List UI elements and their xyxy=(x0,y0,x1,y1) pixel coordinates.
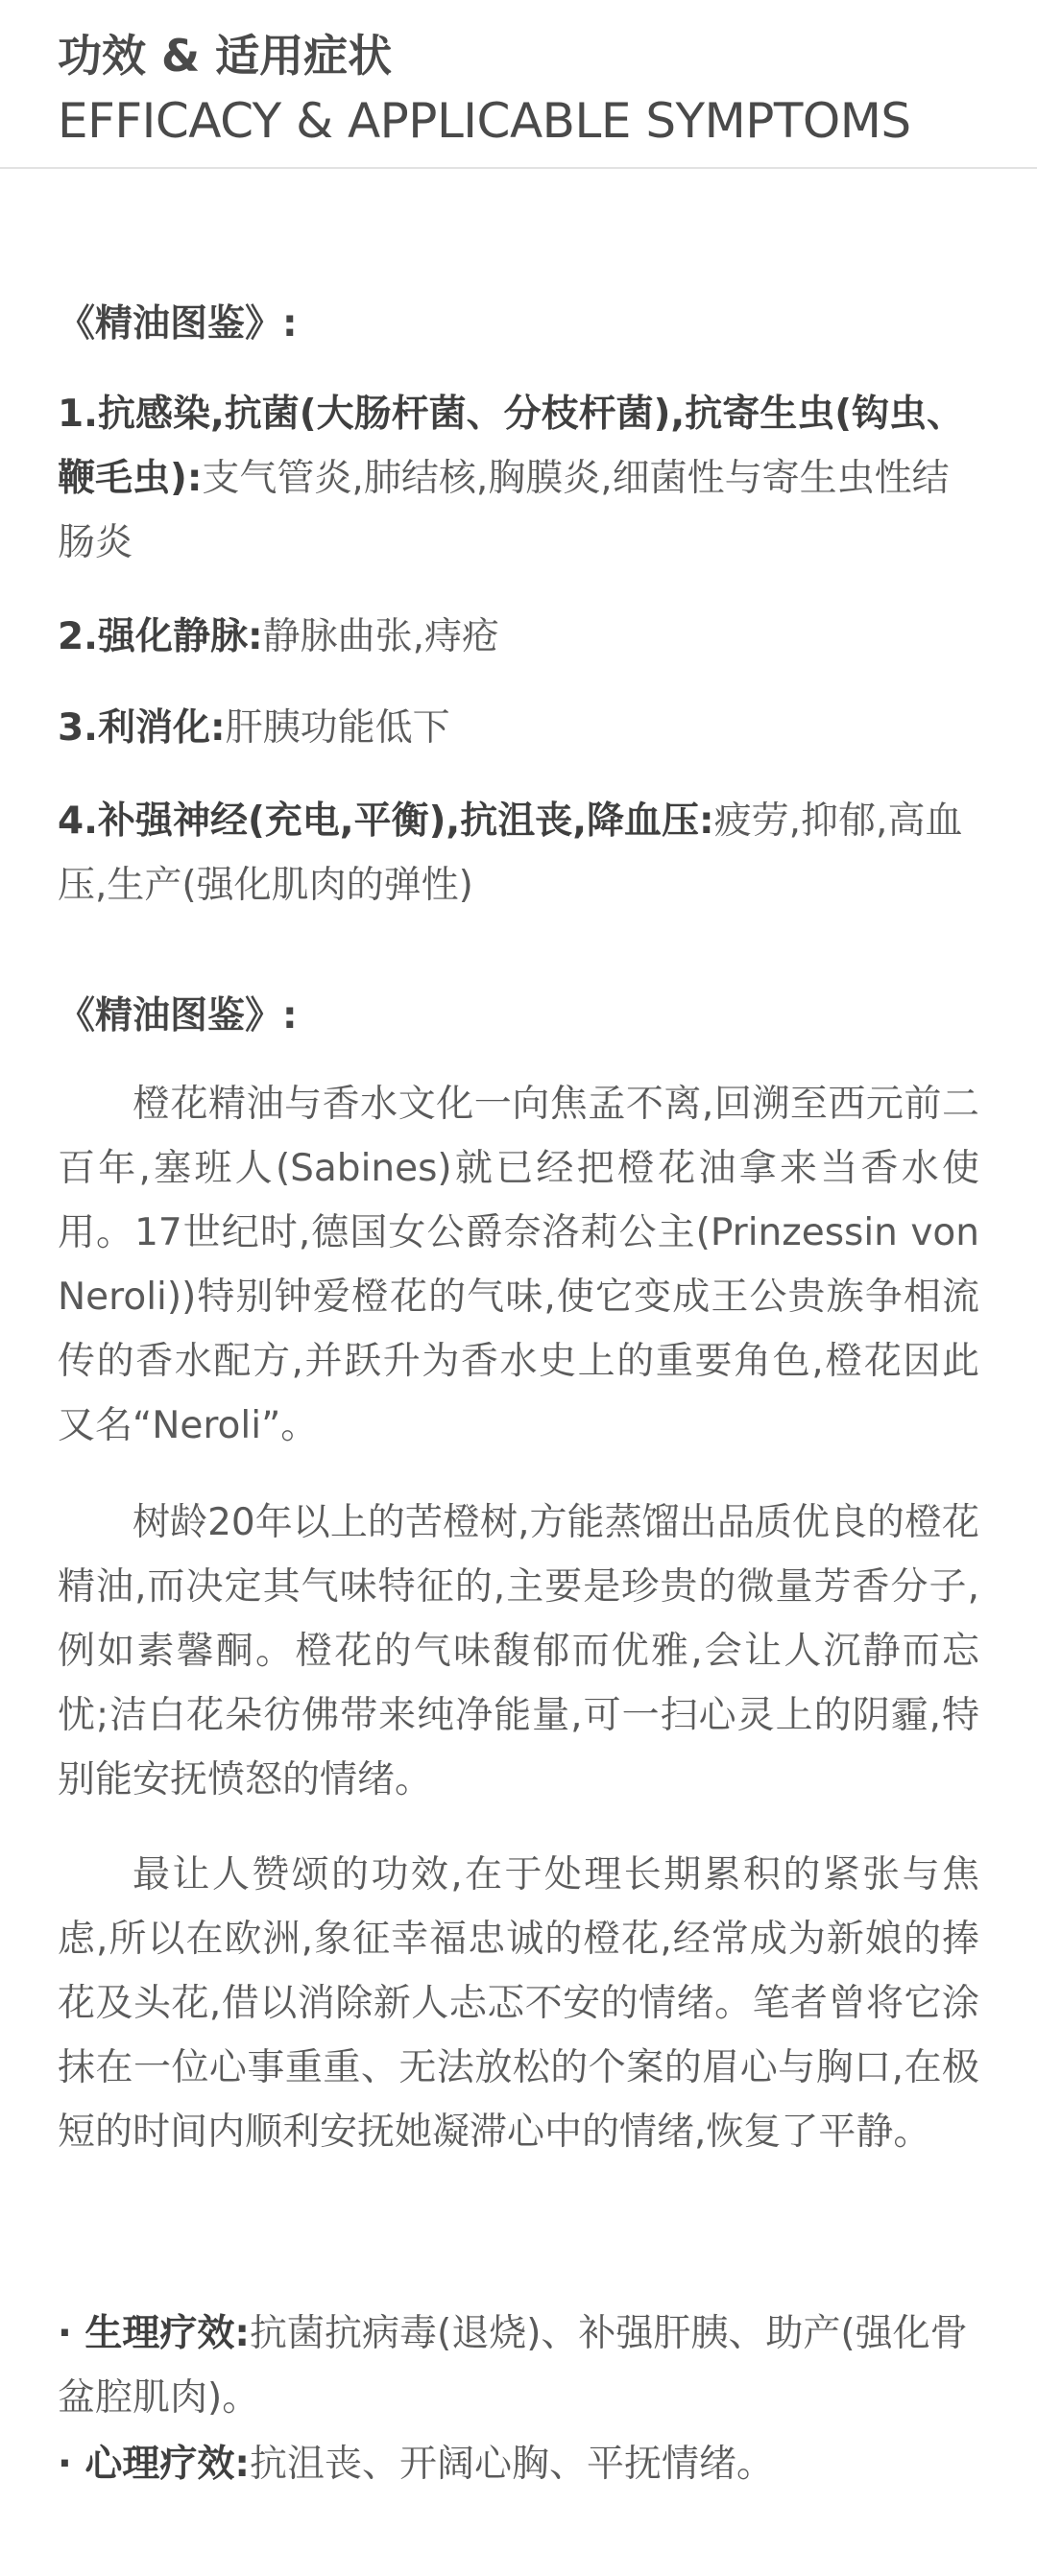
efficacy-item-2 xyxy=(58,605,979,669)
efficacy-item-1-title: 1.抗感染,抗菌(大肠杆菌、分枝杆菌),抗寄生虫(钩虫、鞭毛虫): xyxy=(58,393,965,500)
efficacy-item-1 xyxy=(58,382,979,575)
section2-heading: 《精油图鉴》: xyxy=(58,994,298,1038)
efficacy-item-4-title: 4.补强神经(充电,平衡),抗沮丧,降血压: xyxy=(58,799,714,843)
physiological-effect-title: · 生理疗效: xyxy=(58,2312,250,2355)
section1-heading: 《精油图鉴》: xyxy=(58,302,298,346)
psychological-effect-title: · 心理疗效: xyxy=(58,2443,250,2486)
efficacy-item-4-text: 疲劳,抑郁,高血压,生产(强化肌肉的弹性) xyxy=(58,799,963,907)
physiological-effect-text: 抗菌抗病毒(退烧)、补强肝胰、助产(强化骨盆腔肌肉)。 xyxy=(58,2312,968,2420)
efficacy-item-3-text: 肝胰功能低下 xyxy=(225,706,450,750)
efficacy-item-3 xyxy=(58,696,979,760)
physiological-effect xyxy=(58,2302,979,2430)
efficacy-item-4 xyxy=(58,789,979,918)
efficacy-item-2-title: 2.强化静脉: xyxy=(58,615,263,658)
page-title-chinese: 功效 & 适用症状 xyxy=(58,30,393,82)
paragraph-1: 橙花精油与香水文化一向焦孟不离,回溯至西元前二百年,塞班人(Sabines)就已经把橙花油拿来当香水使用。17世纪时,德国女公爵奈洛莉公主(Prinzessin von Neroli))特别钟爱橙花的气味,使它变成王公贵族争相流传的香水配方,并跃升为香水史上的重要角色,橙花因此又名“Neroli”。 xyxy=(58,1083,979,1447)
page-header xyxy=(0,0,1037,169)
efficacy-item-3-title: 3.利消化: xyxy=(58,706,226,750)
psychological-effect-text: 抗沮丧、开阔心胸、平抚情绪。 xyxy=(250,2443,775,2486)
paragraph-3: 最让人赞颂的功效,在于处理长期累积的紧张与焦虑,所以在欧洲,象征幸福忠诚的橙花,经常成为新娘的捧花及头花,借以消除新人忐忑不安的情绪。笔者曾将它涂抹在一位心事重重、无法放松的个案的眉心与胸口,在极短的时间内顺利安抚她凝滞心中的情绪,恢复了平静。 xyxy=(58,1853,979,2154)
efficacy-item-1-text: 支气管炎,肺结核,胸膜炎,细菌性与寄生虫性结肠炎 xyxy=(58,457,950,564)
paragraph-2: 树龄20年以上的苦橙树,方能蒸馏出品质优良的橙花精油,而决定其气味特征的,主要是珍贵的微量芳香分子,例如素馨酮。橙花的气味馥郁而优雅,会让人沉静而忘忧;洁白花朵彷佛带来纯净能量,可一扫心灵上的阴霾,特别能安抚愤怒的情绪。 xyxy=(58,1501,979,1801)
psychological-effect xyxy=(58,2432,979,2496)
page-title-english: EFFICACY & APPLICABLE SYMPTOMS xyxy=(58,93,911,149)
efficacy-item-2-text: 静脉曲张,痔疮 xyxy=(262,615,499,658)
